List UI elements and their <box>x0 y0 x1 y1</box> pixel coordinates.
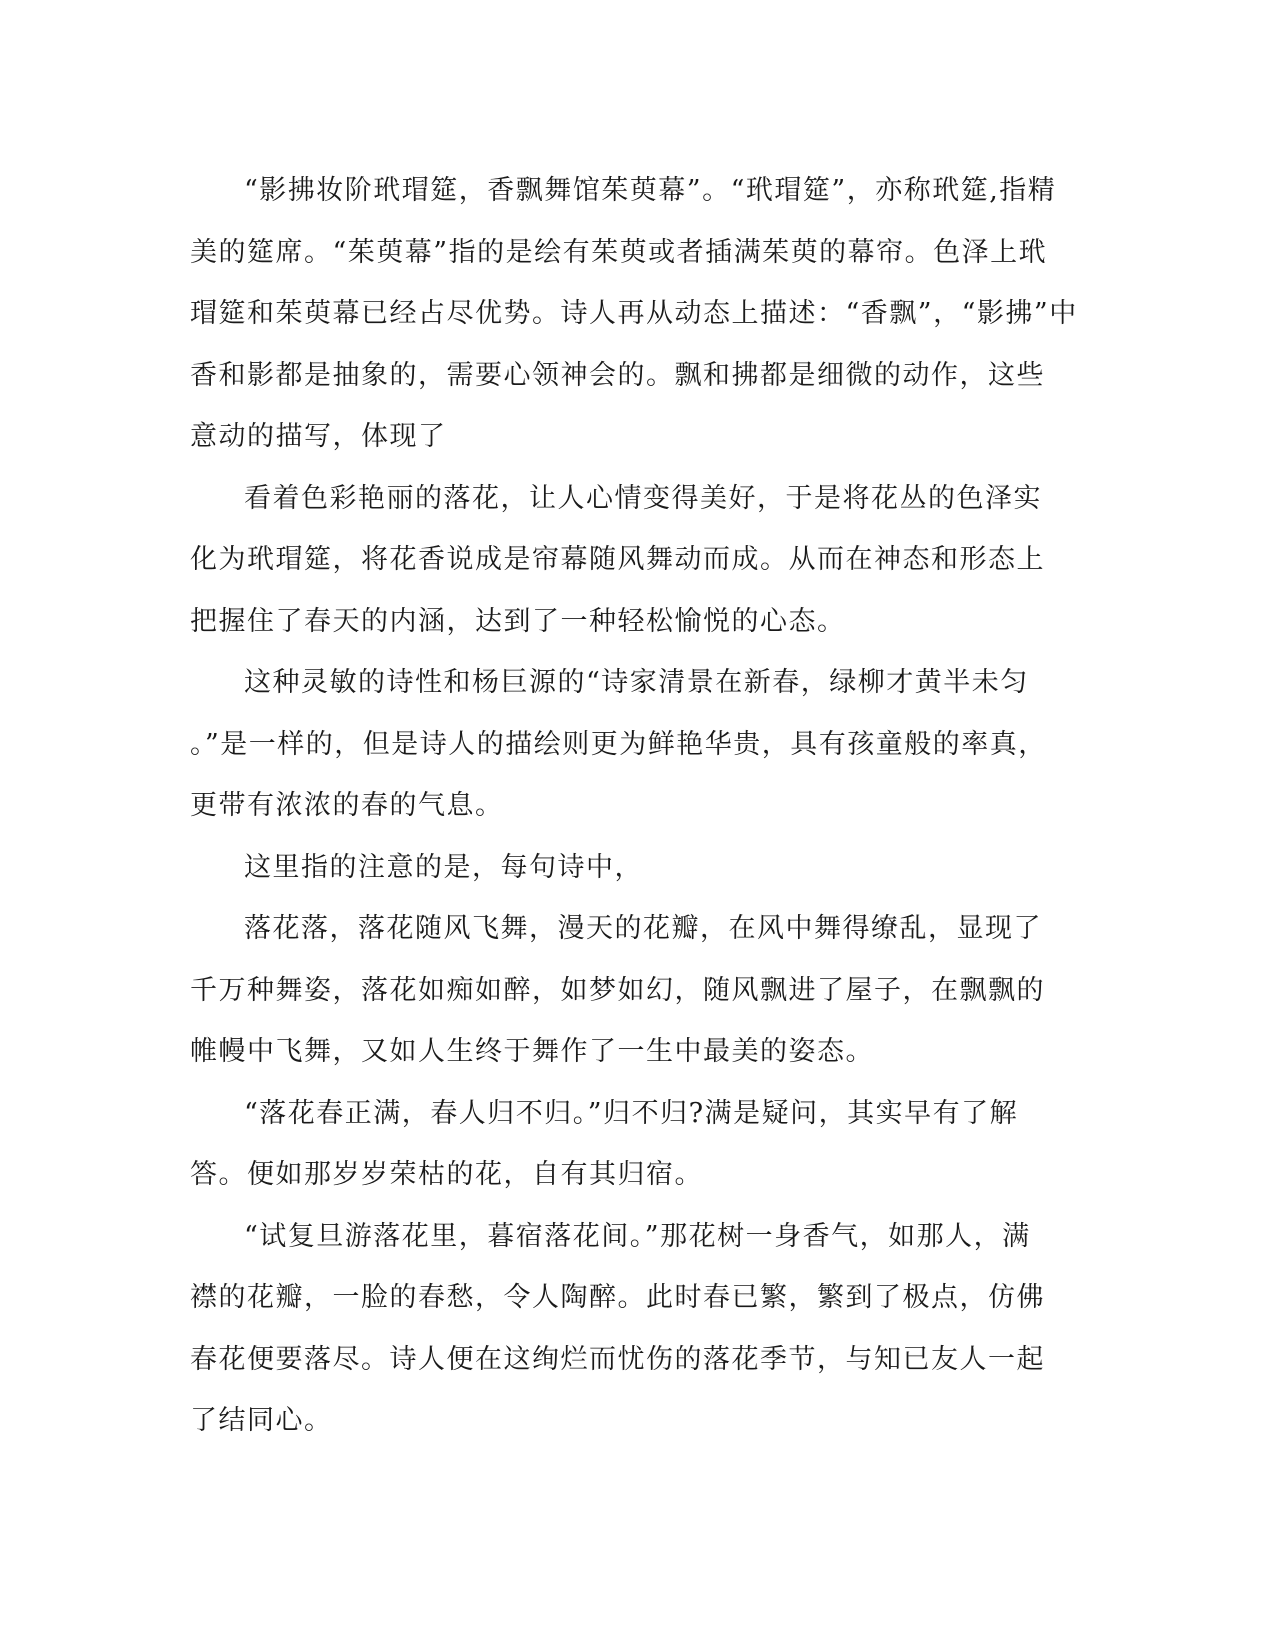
paragraph-1: “影拂妆阶玳瑁筵，香飘舞馆茱萸幕”。“玳瑁筵”，亦称玳筵,指精 美的筵席。“茱萸幕”指的是绘有茱萸或者插满茱萸的幕帘。色泽上玳 瑁筵和茱萸幕已经占尽优势。诗人再从动态上描述：“香飘”，“影拂”中 香和影都是抽象的，需要心领神会的。飘和拂都是细微的动作，这些 意动的描写，体现了 <box>190 175 1078 452</box>
paragraph-6: “落花春正满，春人归不归。”归不归?满是疑问，其实早有了解 答。便如那岁岁荣枯的花，自有其归宿。 <box>190 1097 1019 1190</box>
paragraph-2: 看着色彩艳丽的落花，让人心情变得美好，于是将花丛的色泽实 化为玳瑁筵，将花香说成是帘幕随风舞动而成。从而在神态和形态上 把握住了春天的内涵，达到了一种轻松愉悦的心态。 <box>190 482 1045 637</box>
paragraph-5: 落花落，落花随风飞舞，漫天的花瓣，在风中舞得缭乱，显现了 千万种舞姿，落花如痴如醉，如梦如幻，随风飘进了屋子，在飘飘的 帷幔中飞舞，又如人生终于舞作了一生中最美的姿态。 <box>190 913 1045 1067</box>
document-body <box>190 160 1080 1452</box>
paragraph-7: “试复旦游落花里，暮宿落花间。”那花树一身香气，如那人，满 襟的花瓣，一脸的春愁，令人陶醉。此时春已繁，繁到了极点，仿佛 春花便要落尽。诗人便在这绚烂而忧伤的落花季节，与知已友人一起 了结同心。 <box>190 1220 1045 1436</box>
paragraph-3: 这种灵敏的诗性和杨巨源的“诗家清景在新春，绿柳才黄半未匀 。”是一样的，但是诗人的描绘则更为鲜艳华贵，具有孩童般的率真， 更带有浓浓的春的气息。 <box>190 667 1047 821</box>
paragraph-4: 这里指的注意的是，每句诗中， <box>244 851 643 883</box>
